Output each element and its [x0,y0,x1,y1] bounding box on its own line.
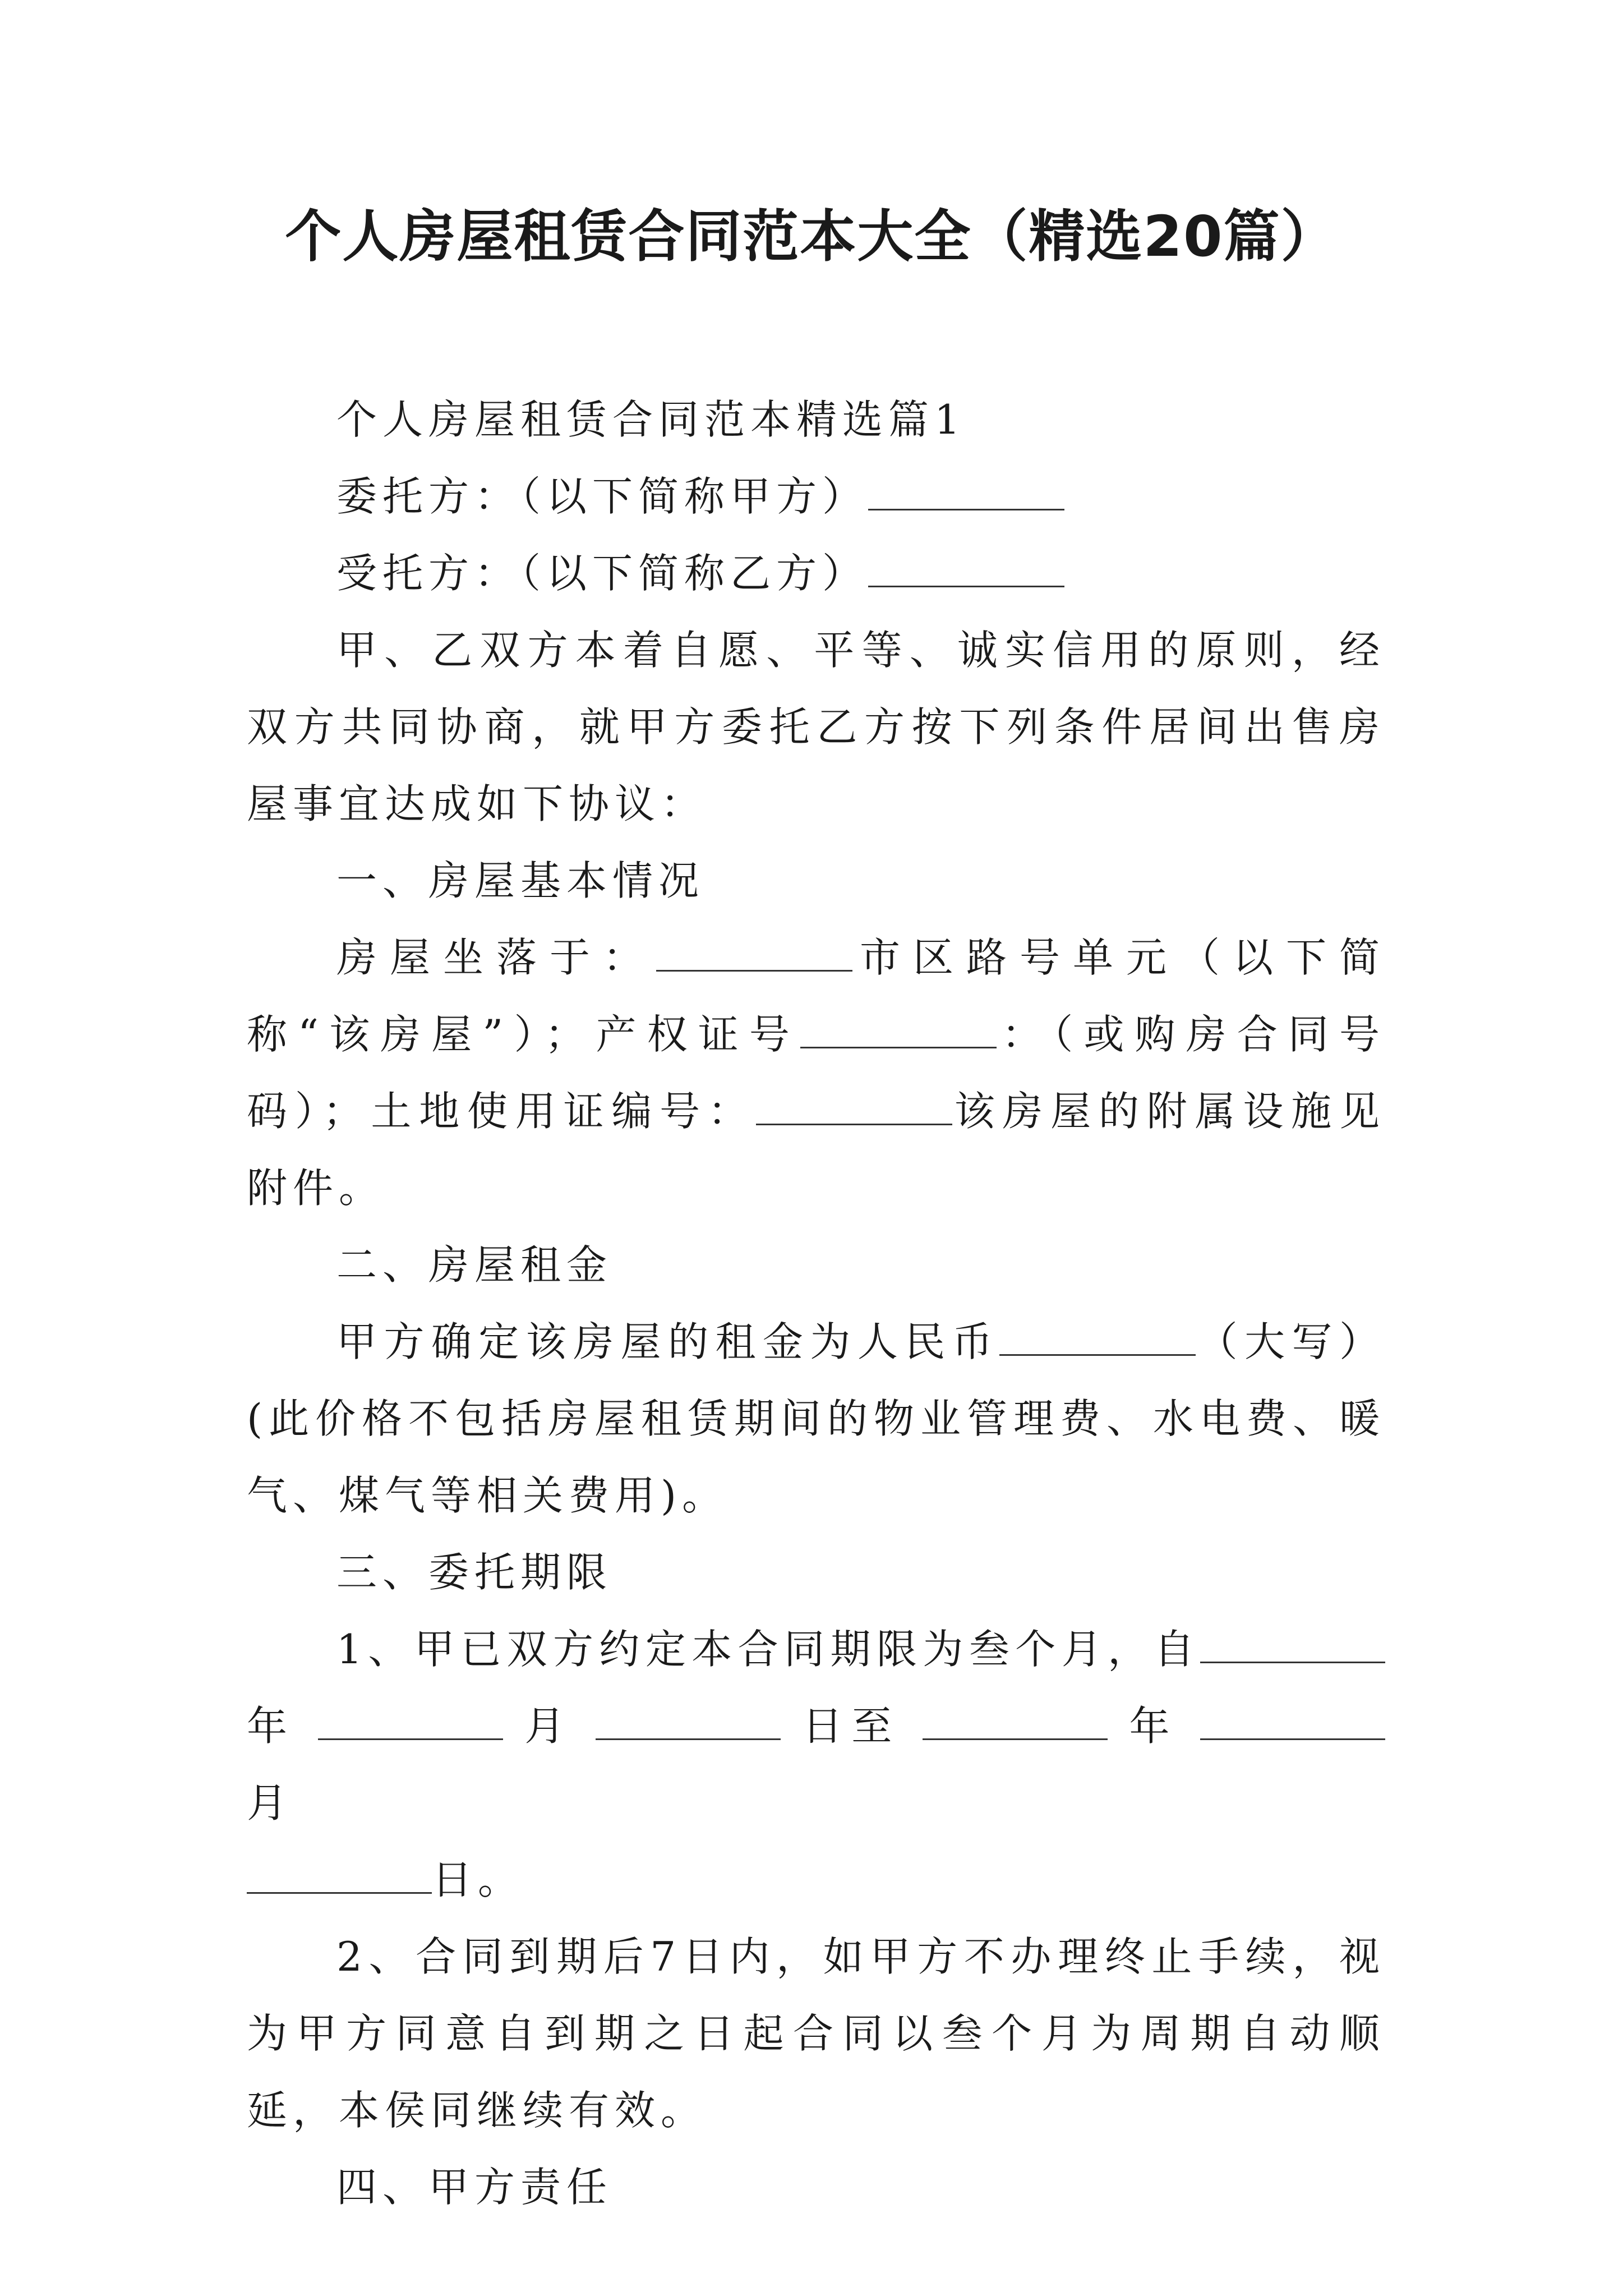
land-cert-text: ：（或购房合同号码）；土地使用证编号： [247,1011,1385,1135]
client-party-label: 委托方：（以下简称甲方） [336,473,869,520]
clause-heading-3: 三、委托期限 [336,1549,613,1596]
start-month-blank [318,1703,503,1740]
start-year-blank [1200,1626,1385,1663]
agent-party-label: 受托方：（以下简称乙方） [336,550,869,597]
document-body [247,381,1385,2226]
end-year-blank [923,1703,1108,1740]
rent-paragraph [247,1304,1385,1534]
day-to-label: 日至 [802,1703,901,1750]
location-text: 市区路号单元（以下简称“该房屋”）；产权证号 [247,934,1385,1058]
property-location-paragraph [247,919,1385,1227]
clause-heading-4: 四、甲方责任 [336,2164,613,2211]
term-paragraph [247,1611,1385,1842]
rent-amount-blank [999,1318,1196,1356]
year-label-1: 年 [247,1703,296,1750]
renewal-paragraph: 2、合同到期后7日内，如甲方不办理终止手续，视为甲方同意自到期之日起合同以叁个月为周期自动顺延，本侯同继续有效。 [247,1933,1385,2134]
day-end-label: 日。 [432,1856,524,1903]
month-label-2: 月 [247,1779,293,1826]
certificate-number-blank [800,1011,997,1048]
client-name-blank [868,473,1064,510]
end-day-blank [247,1856,432,1894]
location-blank [656,934,852,972]
rent-text: （大写）(此价格不包括房屋租赁期间的物业管理费、水电费、暖气、煤气等相关费用)。 [247,1318,1385,1519]
document-title: 个人房屋租赁合同范本大全（精选20篇） [285,204,1338,269]
location-label: 房屋坐落于： [336,934,656,981]
agent-party-line [247,535,1385,612]
land-cert-blank [756,1088,952,1125]
section-heading: 个人房屋租赁合同范本精选篇1 [336,396,966,443]
end-month-blank [1200,1703,1385,1740]
term-end-line [247,1842,1385,1918]
clause-heading-2: 二、房屋租金 [336,1241,613,1289]
client-party-line [247,458,1385,535]
start-day-blank [596,1703,781,1740]
year-label-2: 年 [1129,1703,1179,1750]
clause-heading-1: 一、房屋基本情况 [336,857,705,904]
agent-name-blank [868,550,1064,587]
rent-label: 甲方确定该房屋的租金为人民币 [336,1318,1000,1365]
attachment-text: 该房屋的附属设施见附件。 [247,1088,1385,1212]
intro-paragraph: 甲、乙双方本着自愿、平等、诚实信用的原则，经双方共同协商，就甲方委托乙方按下列条件居间出售房屋事宜达成如下协议： [247,627,1385,827]
month-label-1: 月 [524,1703,574,1750]
term-text: 1、甲已双方约定本合同期限为叁个月，自 [336,1626,1200,1673]
